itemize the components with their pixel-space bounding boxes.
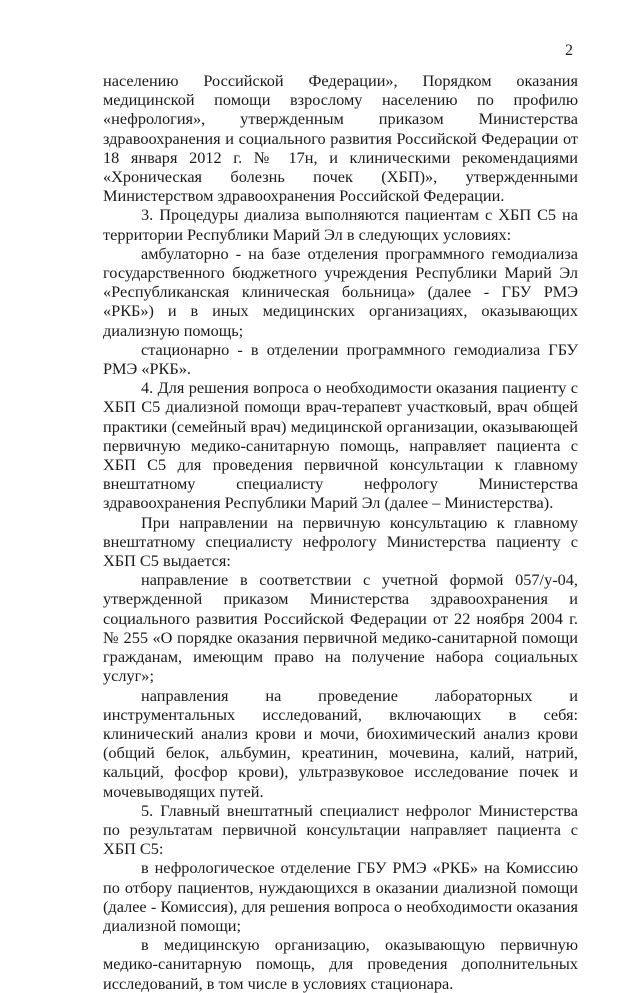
paragraph-lab-tests: направления на проведение лабораторных и инструментальных исследований, включающих в себя: клинический анализ крови и мочи, биохимический анализ крови (общий белок, альбумин, креатинин, мочевина, калий, натрий, кальций, фосфор крови), ультразвуковое исследование почек и мочевыводящих путей. xyxy=(103,685,578,801)
paragraph-nephrology-department: в нефрологическое отделение ГБУ РМЭ «РКБ» на Комиссию по отбору пациентов, нуждающихся в оказании диализной помощи (далее - Комиссия), для решения вопроса о необходимости оказания диализной помощи; xyxy=(103,858,578,935)
document-body xyxy=(103,71,578,993)
paragraph-inpatient: стационарно - в отделении программного гемодиализа ГБУ РМЭ «РКБ». xyxy=(103,339,578,379)
paragraph-ambulatory: амбулаторно - на базе отделения программного гемодиализа государственного бюджетного учреждения Республики Марий Эл «Республиканская клиническая больница» (далее - ГБУ РМЭ «РКБ») и в иных медицинских организациях, оказывающих диализную помощь; xyxy=(103,243,578,340)
paragraph-continuation: населению Российской Федерации», Порядком оказания медицинской помощи взрослому населению по профилю «нефрология», утвержденным приказом Министерства здравоохранения и социального развития Российской Федерации от 18 января 2012 г. № 17н, и клиническими рекомендациями «Хроническая болезнь почек (ХБП)», утвержденными Министерством здравоохранения Российской Федерации. xyxy=(103,71,578,206)
paragraph-primary-care: в медицинскую организацию, оказывающую первичную медико-санитарную помощь, для проведения дополнительных исследований, в том числе в условиях стационара. xyxy=(103,935,578,993)
paragraph-referral-form: направление в соответствии с учетной формой 057/у-04, утвержденной приказом Министерства здравоохранения и социального развития Российской Федерации от 22 ноября 2004 г. № 255 «О порядке оказания первичной медико-санитарной помощи гражданам, имеющим право на получение набора социальных услуг»; xyxy=(103,570,578,686)
paragraph-item-3: 3. Процедуры диализа выполняются пациентам с ХБП С5 на территории Республики Марий Эл в следующих условиях: xyxy=(103,205,578,244)
paragraph-item-4: 4. Для решения вопроса о необходимости оказания пациенту с ХБП С5 диализной помощи врач-терапевт участковый, врач общей практики (семейный врач) медицинской организации, оказывающей первичную медико-санитарную помощь, направляет пациента с ХБП С5 для проведения первичной консультации к главному внештатному специалисту нефрологу Министерства здравоохранения Республики Марий Эл (далее – Министерства). xyxy=(103,378,578,513)
paragraph-referral-intro: При направлении на первичную консультацию к главному внештатному специалисту нефрологу Министерства пациенту с ХБП С5 выдается: xyxy=(103,512,578,571)
paragraph-item-5: 5. Главный внештатный специалист нефролог Министерства по результатам первичной консультации направляет пациента с ХБП С5: xyxy=(103,800,578,859)
page-number: 2 xyxy=(565,42,573,59)
